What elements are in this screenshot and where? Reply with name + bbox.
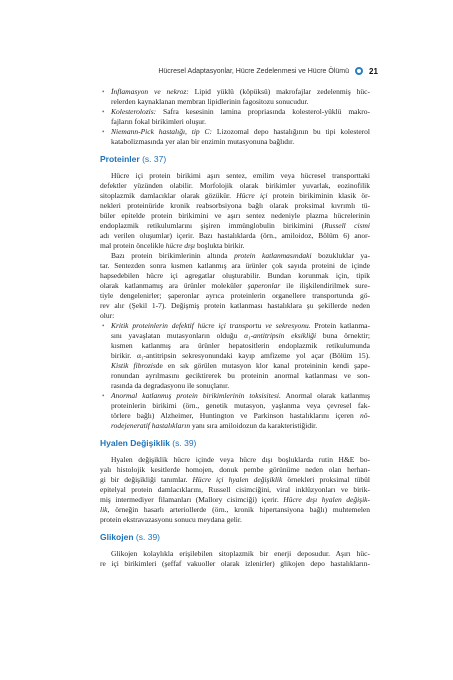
text-line: [100, 181, 370, 191]
italic-text: Niemann-Pick hastalığı, tip C:: [111, 127, 213, 136]
text-segment: yalı histolojik kesitlerde homojen, donuk pembe görünüme neden olan herhan-: [100, 465, 370, 474]
text-line: [100, 381, 370, 391]
section-page-ref: (s. 39): [135, 532, 161, 542]
text-line: [100, 361, 370, 371]
text-line: [100, 331, 370, 341]
text-line: [100, 495, 370, 505]
text-line: [100, 261, 370, 271]
text-segment: Lipid yüklü (köpüksü) makrofajlar zedelenmiş hüc-: [188, 87, 370, 96]
page-number: 21: [369, 67, 378, 76]
text-segment: ile ilişkilendirilmek sure-: [280, 281, 370, 290]
text-line: [100, 241, 370, 251]
bullet-icon: •: [102, 108, 105, 116]
text-line: [100, 211, 370, 221]
protein-bullet-list: [100, 321, 370, 431]
text-segment: olarak katlanmamış ara ürünler moleküler: [100, 281, 248, 290]
text-line: [100, 371, 370, 381]
italic-text: Russell cismi: [324, 221, 370, 230]
text-line: [100, 505, 370, 515]
text-segment: katabolizmasında yer alan bir enzimin mutasyonuna bağlıdır.: [111, 137, 295, 146]
text-segment: Lizozomal depo hastalığının bu tipi kolesterol: [212, 127, 370, 136]
text-segment: relerden kaynaklanan membran lipidlerinin fagositozu sonucudur.: [111, 97, 309, 106]
text-segment: tiyle dengelenirler; şaperonlar ayrıca proteinlerin organellere transportunda gö-: [100, 291, 370, 300]
chapter-marker-icon: [355, 67, 363, 75]
italic-text: lik,: [100, 505, 110, 514]
text-line: [100, 341, 370, 351]
text-line: [100, 485, 370, 495]
text-line: [100, 321, 370, 331]
bullet-item: [100, 321, 370, 391]
text-line: [100, 171, 370, 181]
italic-text: α₁-antitripsin eksikliği: [244, 331, 317, 340]
text-line: [100, 475, 370, 485]
section-title: Proteinler: [100, 154, 140, 164]
text-segment: olur:: [100, 311, 115, 320]
italic-text: rodejeneratif hastalıkların: [111, 421, 191, 430]
text-line: [100, 549, 370, 559]
text-segment: Bazı protein birikimlerinin altında: [111, 251, 235, 260]
text-line: [100, 87, 370, 97]
text-segment: protein ekstravazasyonu sonucu meydana gelir.: [100, 515, 242, 524]
paragraph: [100, 251, 370, 321]
text-line: [100, 421, 370, 431]
bullet-icon: •: [102, 392, 105, 400]
italic-text: Anormal katlanmış protein birikimlerinin toksisitesi.: [111, 391, 281, 400]
italic-text: Hücre içi: [236, 191, 268, 200]
text-segment: nekleri proteinüride kronik reabsorbsiyona bağlı olarak proksimal kıvrımlı tü-: [100, 201, 370, 210]
text-segment: rasında da degradasyonu ile sonuçlanır.: [111, 381, 230, 390]
italic-text: nö-: [360, 411, 370, 420]
text-line: [100, 391, 370, 401]
text-segment: protein birikiminin klasik ör-: [267, 191, 370, 200]
text-line: [100, 221, 370, 231]
text-segment: bozukluklar ya-: [311, 251, 370, 260]
paragraph: [100, 171, 370, 251]
italic-text: Kistik fibrozis: [111, 361, 156, 370]
text-segment: gi bir değişikliği tanımlar.: [100, 475, 193, 484]
text-line: [100, 191, 370, 201]
text-segment: rev alır (Şekil 1-7). Değişmiş protein katlanması hastalıklara şu şekillerde neden: [100, 301, 370, 310]
text-segment: Protein katlanma-: [310, 321, 370, 330]
text-line: [100, 201, 370, 211]
text-line: [100, 127, 370, 137]
bullet-icon: •: [102, 88, 105, 96]
text-line: [100, 251, 370, 261]
text-segment: örneğin hasarlı arteriollerde (örn., kronik hipertansiyona bağlı) muhtemelen: [109, 505, 370, 514]
italic-text: Hücre dışı hyalen değişik-: [283, 495, 370, 504]
text-segment: hapsedebilen hücre içi agregatlar oluşturabilir. Bundan korunmak için, tipik: [100, 271, 370, 280]
section-page-ref: (s. 39): [172, 438, 197, 448]
text-line: [100, 559, 370, 569]
italic-text: İnflamasyon ve nekroz:: [111, 87, 189, 96]
text-segment: örnekleri proksimal tübül: [282, 475, 370, 484]
text-line: [100, 515, 370, 525]
text-segment: re içi birikimleri (şeffaf vakuoller olarak izlenirler) glikojen depo hastalıkların-: [100, 559, 370, 568]
text-segment: endoplazmik retikulumlarını şişiren immünglobulin birikimini (: [100, 221, 325, 230]
italic-text: Kritik proteinlerin defektif hücre içi transportu ve sekresyonu.: [111, 321, 311, 330]
text-line: [100, 231, 370, 241]
text-segment: ronundan ayrılmasını geciktirerek bu proteinin anormal katlanması ve son-: [111, 371, 370, 380]
text-segment: adı verilen oluşumlar) içerir. Bazı hastalıklarda (örn., amiloidoz, Bölüm 6) anor-: [100, 231, 370, 240]
text-line: [100, 455, 370, 465]
text-line: [100, 281, 370, 291]
text-segment: tar. Sentezden sonra kısmen katlanmış ara ürünler çok sayıda proteini de içinde: [100, 261, 370, 270]
text-segment: Hyalen değişiklik hücre içinde veya hücre dışı boşluklarda rutin H&E bo-: [111, 455, 370, 464]
top-bullet-list: [100, 87, 370, 147]
text-segment: törlere bağlı) Alzheimer, Huntington ve Parkinson hastalıklarını içeren: [111, 411, 360, 420]
italic-text: protein katlanmasındaki: [234, 251, 312, 260]
bullet-item: [100, 87, 370, 107]
text-line: [100, 311, 370, 321]
text-segment: Hücre içi protein birikimi aşırı sentez, emilim veya hücresel transporttaki: [111, 171, 370, 180]
bullet-item: [100, 107, 370, 127]
section-page-ref: (s. 37): [142, 154, 167, 164]
text-segment: buna örnektir;: [316, 331, 370, 340]
text-line: [100, 411, 370, 421]
paragraph: [100, 455, 370, 525]
text-segment: Anormal olarak katlanmış: [280, 391, 370, 400]
text-segment: Glikojen kolaylıkla erişilebilen sitoplazmik bir enerji deposudur. Aşırı hüc-: [111, 549, 370, 558]
bullet-icon: •: [102, 128, 105, 136]
section-heading-proteinler: [100, 153, 370, 165]
page-content: [100, 87, 370, 569]
text-segment: boşlukta birikir.: [195, 241, 245, 250]
text-segment: miş intermediyer filamanları (Mallory cisimciği) içerir.: [100, 495, 284, 504]
text-segment: kısmen katlanmış ara ürünler hepatositlerin endoplazmik retikulumunda: [111, 341, 370, 350]
text-segment: fajların fokal birikimleri oluşur.: [111, 117, 206, 126]
text-segment: Safra kesesinin lamina propriasında kolesterol-yüklü makro-: [156, 107, 370, 116]
text-segment: büler epitelde protein birikimini ve aşırı sentez nedeniyle plazma hücrelerinin: [100, 211, 370, 220]
text-segment: mal protein öncelikle: [100, 241, 166, 250]
bullet-item: [100, 391, 370, 431]
text-line: [100, 465, 370, 475]
text-segment: sını yavaşlatan mutasyonların olduğu: [111, 331, 245, 340]
text-line: [100, 291, 370, 301]
text-segment: epitelyal protein damlacıklarını, Russell cisimciğini, viral inklüzyonları ve birik-: [100, 485, 370, 494]
text-segment: de en sık görülen mutasyon klor kanal proteininin kendi şape-: [155, 361, 370, 370]
italic-text: şaperonlar: [247, 281, 281, 290]
text-line: [100, 107, 370, 117]
text-segment: yanı sıra amiloidozun da karakteristiğidir.: [190, 421, 318, 430]
text-segment: defektler yüzünden olabilir. Morfolojik olarak birikimler yuvarlak, eozinofilik: [100, 181, 370, 190]
text-line: [100, 301, 370, 311]
italic-text: Hücre içi hyalen değişiklik: [192, 475, 283, 484]
section-title: Hyalen Değişiklik: [100, 438, 170, 448]
bullet-icon: •: [102, 322, 105, 330]
text-line: [100, 271, 370, 281]
text-line: [100, 117, 370, 127]
bullet-item: [100, 127, 370, 147]
text-segment: sitoplazmik damlacıklar olarak gözükür.: [100, 191, 237, 200]
text-line: [100, 351, 370, 361]
text-line: [100, 137, 370, 147]
section-heading-glikojen: [100, 531, 370, 543]
italic-text: Kolesterolozis:: [111, 107, 157, 116]
text-line: [100, 97, 370, 107]
text-segment: birikir. α₁-antitripsin sekresyonundaki kayıp amfizeme yol açar (Bölüm 15).: [111, 351, 370, 360]
italic-text: hücre dışı: [165, 241, 196, 250]
text-segment: proteinlerin birikimi (örn., genetik mutasyon, yaşlanma veya çevresel fak-: [111, 401, 370, 410]
text-line: [100, 401, 370, 411]
section-title: Glikojen: [100, 532, 134, 542]
section-heading-hyalen: [100, 437, 370, 449]
paragraph: [100, 549, 370, 569]
running-header: Hücresel Adaptasyonlar, Hücre Zedelenmesi ve Hücre Ölümü: [158, 68, 349, 75]
